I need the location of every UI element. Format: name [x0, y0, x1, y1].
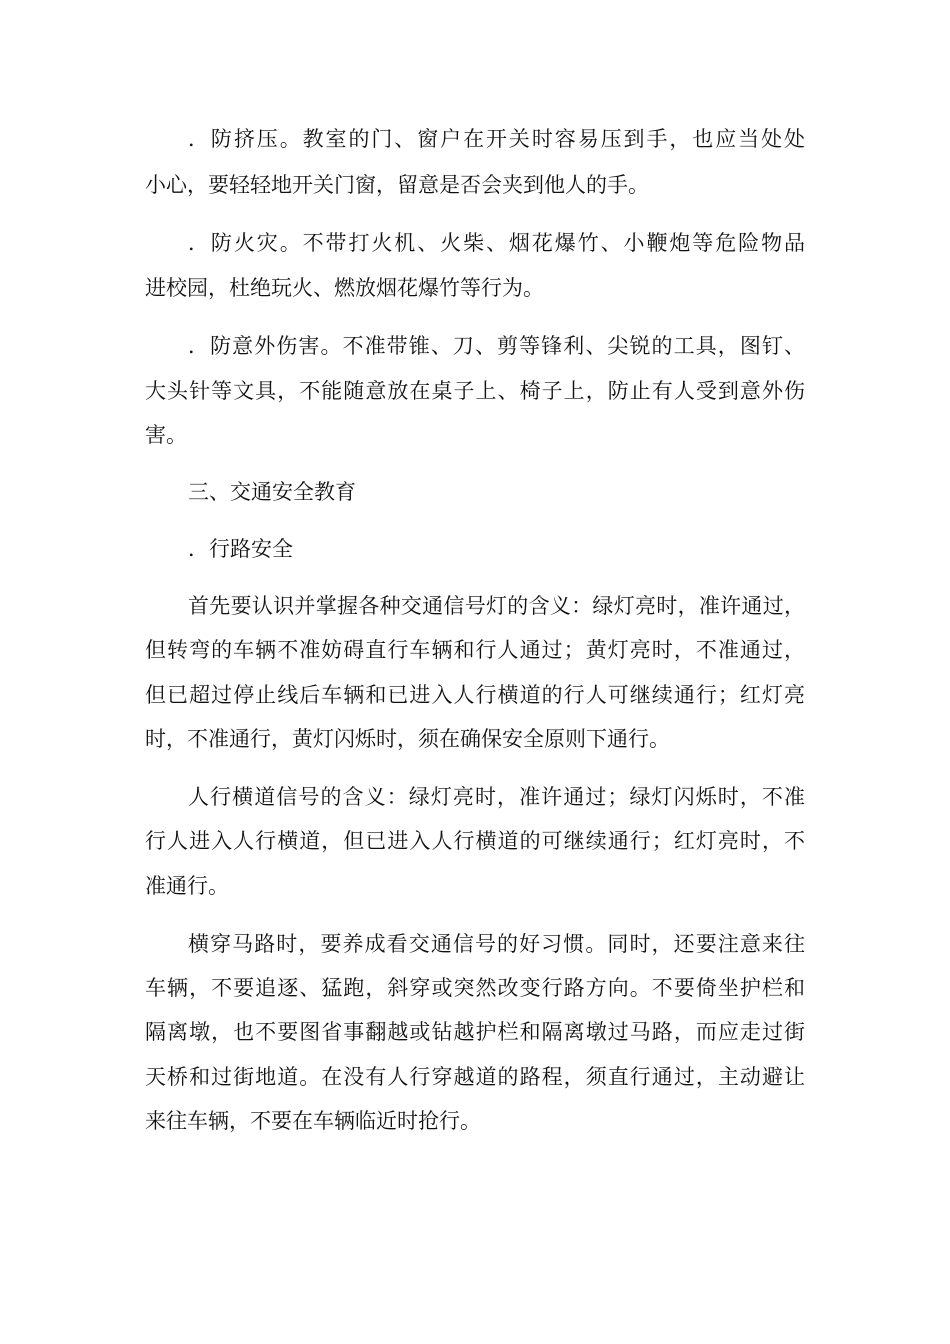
paragraph-line: ．防意外伤害。不准带锥、刀、剪等锋利、尖锐的工具，图钉、: [188, 334, 805, 358]
paragraph-line: 进校园，杜绝玩火、燃放烟花爆竹等行为。: [145, 276, 544, 300]
paragraph-line: ．防火灾。不带打火机、火柴、烟花爆竹、小鞭炮等危险物品: [188, 231, 805, 255]
paragraph-line: 但已超过停止线后车辆和已进入人行横道的行人可继续通行；红灯亮: [145, 683, 805, 707]
paragraph-line: 害。: [145, 423, 187, 447]
paragraph-line: 隔离墩，也不要图省事翻越或钻越护栏和隔离墩过马路，而应走过街: [145, 1020, 805, 1044]
paragraph-line: 行人进入人行横道，但已进入人行横道的可继续通行；红灯亮时，不: [145, 829, 805, 853]
paragraph-line: 天桥和过街地道。在没有人行穿越道的路程，须直行通过，主动避让: [145, 1065, 805, 1089]
paragraph-line: 来往车辆，不要在车辆临近时抢行。: [145, 1109, 481, 1133]
paragraph-line: 大头针等文具，不能随意放在桌子上、椅子上，防止有人受到意外伤: [145, 379, 805, 403]
paragraph-line: 横穿马路时，要养成看交通信号的好习惯。同时，还要注意来往: [188, 932, 805, 956]
paragraph-line: 车辆，不要追逐、猛跑，斜穿或突然改变行路方向。不要倚坐护栏和: [145, 976, 805, 1000]
section-heading: 三、交通安全教育: [188, 480, 356, 504]
paragraph-line: ．防挤压。教室的门、窗户在开关时容易压到手，也应当处处: [188, 127, 805, 151]
paragraph-line: 但转弯的车辆不准妨碍直行车辆和行人通过；黄灯亮时，不准通过，: [145, 638, 805, 662]
paragraph-line: 时，不准通行，黄灯闪烁时，须在确保安全原则下通行。: [145, 727, 670, 751]
subsection-heading: ．行路安全: [188, 537, 293, 561]
paragraph-line: 小心，要轻轻地开关门窗，留意是否会夹到他人的手。: [145, 173, 649, 197]
paragraph-line: 首先要认识并掌握各种交通信号灯的含义：绿灯亮时，准许通过，: [188, 594, 805, 618]
paragraph-line: 人行横道信号的含义：绿灯亮时，准许通过；绿灯闪烁时，不准: [188, 785, 805, 809]
paragraph-line: 准通行。: [145, 874, 229, 898]
